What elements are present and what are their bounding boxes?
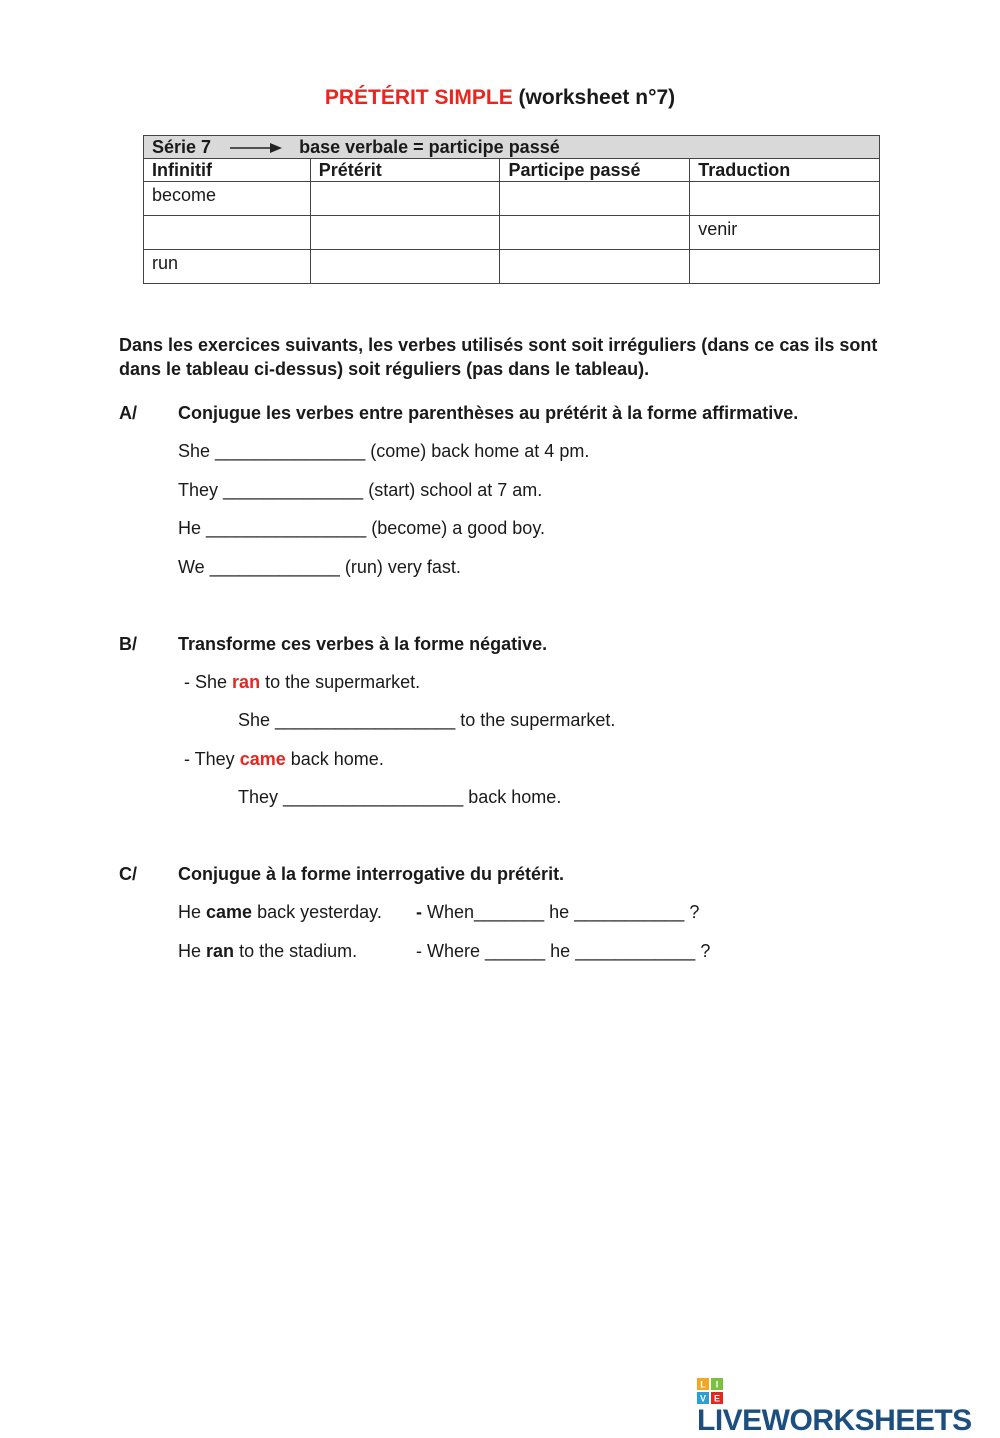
- header-infinitif: Infinitif: [144, 159, 311, 182]
- svg-text:E: E: [713, 1393, 721, 1404]
- section-b-label: B/: [119, 634, 137, 654]
- question-mark: ?: [700, 941, 711, 961]
- exercise-c-statement: [178, 902, 382, 923]
- exercise-b-sentence: [184, 672, 420, 693]
- item-rest: (run) very fast.: [344, 557, 461, 577]
- cell-participe[interactable]: [500, 250, 690, 284]
- highlighted-verb: came: [239, 749, 286, 769]
- header-participe: Participe passé: [500, 159, 690, 182]
- statement-start: He: [178, 902, 202, 922]
- item-subject: She: [178, 441, 211, 461]
- question-subject: he: [549, 902, 570, 922]
- bold-verb: ran: [206, 941, 235, 961]
- sentence-end: back home.: [290, 749, 384, 769]
- cell-traduction[interactable]: venir: [690, 216, 880, 250]
- exercise-b-sentence: [184, 749, 384, 770]
- title-main: PRÉTÉRIT SIMPLE: [324, 86, 513, 109]
- verb-table: [143, 135, 880, 284]
- section-c-label: C/: [119, 864, 137, 884]
- exercise-a-item: [178, 441, 589, 462]
- answer-subject: They: [238, 787, 279, 807]
- answer-blank[interactable]: __________________: [283, 787, 464, 807]
- exercise-c-question: [416, 941, 710, 962]
- answer-blank[interactable]: _____________: [209, 557, 340, 577]
- exercise-b-answer: [238, 710, 615, 731]
- header-traduction: Traduction: [690, 159, 880, 182]
- exercise-c-question: [416, 902, 699, 923]
- intro-paragraph: Dans les exercices suivants, les verbes utilisés sont soit irréguliers (dans ce cas ils sont dans le tableau ci-dessus) soit réguliers (pas dans le tableau).: [119, 335, 878, 379]
- table-row: [144, 216, 880, 250]
- sentence-start: - She: [184, 672, 228, 692]
- svg-text:I: I: [715, 1379, 719, 1390]
- item-rest: (start) school at 7 am.: [368, 480, 543, 500]
- serie-label: Série 7: [152, 137, 212, 157]
- section-a-label: A/: [119, 403, 137, 423]
- item-subject: We: [178, 557, 205, 577]
- item-subject: He: [178, 518, 202, 538]
- answer-blank[interactable]: __________________: [275, 710, 456, 730]
- cell-participe[interactable]: [500, 182, 690, 216]
- cell-participe[interactable]: [500, 216, 690, 250]
- cell-infinitif[interactable]: become: [144, 182, 311, 216]
- statement-start: He: [178, 941, 202, 961]
- svg-text:V: V: [699, 1393, 707, 1404]
- brand-name[interactable]: LIVEWORKSHEETS: [697, 1404, 972, 1437]
- svg-text:L: L: [700, 1379, 706, 1390]
- question-dash: -: [416, 902, 422, 922]
- cell-traduction[interactable]: [690, 182, 880, 216]
- item-rest: (become) a good boy.: [371, 518, 545, 538]
- question-dash: -: [416, 941, 422, 961]
- cell-infinitif[interactable]: run: [144, 250, 311, 284]
- table-row: [144, 182, 880, 216]
- section-b-instruction: Transforme ces verbes à la forme négative.: [178, 634, 548, 654]
- page-title: [0, 86, 1000, 110]
- cell-preterit[interactable]: [310, 216, 500, 250]
- answer-blank[interactable]: ____________: [575, 941, 696, 961]
- answer-blank[interactable]: ________________: [206, 518, 367, 538]
- question-subject: he: [550, 941, 571, 961]
- statement-end: to the stadium.: [239, 941, 358, 961]
- question-word: When: [427, 902, 475, 922]
- section-c-instruction: Conjugue à la forme interrogative du prétérit.: [178, 864, 565, 884]
- statement-end: back yesterday.: [257, 902, 382, 922]
- highlighted-verb: ran: [232, 672, 261, 692]
- bold-verb: came: [206, 902, 253, 922]
- liveworksheets-logo-icon: [697, 1378, 723, 1404]
- cell-preterit[interactable]: [310, 182, 500, 216]
- title-sub: (worksheet n°7): [518, 86, 676, 109]
- sentence-start: - They: [184, 749, 235, 769]
- exercise-a-item: [178, 480, 542, 501]
- answer-blank[interactable]: _______________: [215, 441, 366, 461]
- table-header-row: [144, 159, 880, 182]
- cell-preterit[interactable]: [310, 250, 500, 284]
- arrow-right-icon: [230, 142, 282, 154]
- liveworksheets-logo: [697, 1378, 1000, 1437]
- sentence-end: to the supermarket.: [265, 672, 421, 692]
- answer-subject: She: [238, 710, 271, 730]
- header-preterit: Prétérit: [310, 159, 500, 182]
- exercise-a-item: [178, 557, 461, 578]
- cell-traduction[interactable]: [690, 250, 880, 284]
- answer-rest: to the supermarket.: [460, 710, 616, 730]
- exercise-a-item: [178, 518, 545, 539]
- answer-rest: back home.: [468, 787, 562, 807]
- section-a-instruction: Conjugue les verbes entre parenthèses au prétérit à la forme affirmative.: [178, 403, 799, 423]
- answer-blank[interactable]: _______: [474, 902, 545, 922]
- serie-row: [144, 136, 880, 159]
- exercise-b-answer: [238, 787, 561, 808]
- answer-blank[interactable]: ___________: [574, 902, 685, 922]
- question-word: Where: [427, 941, 481, 961]
- exercise-c-statement: [178, 941, 357, 962]
- item-subject: They: [178, 480, 219, 500]
- cell-infinitif[interactable]: [144, 216, 311, 250]
- answer-blank[interactable]: ______: [485, 941, 546, 961]
- item-rest: (come) back home at 4 pm.: [370, 441, 590, 461]
- question-mark: ?: [689, 902, 700, 922]
- table-row: [144, 250, 880, 284]
- serie-rule: base verbale = participe passé: [299, 137, 560, 157]
- answer-blank[interactable]: ______________: [223, 480, 364, 500]
